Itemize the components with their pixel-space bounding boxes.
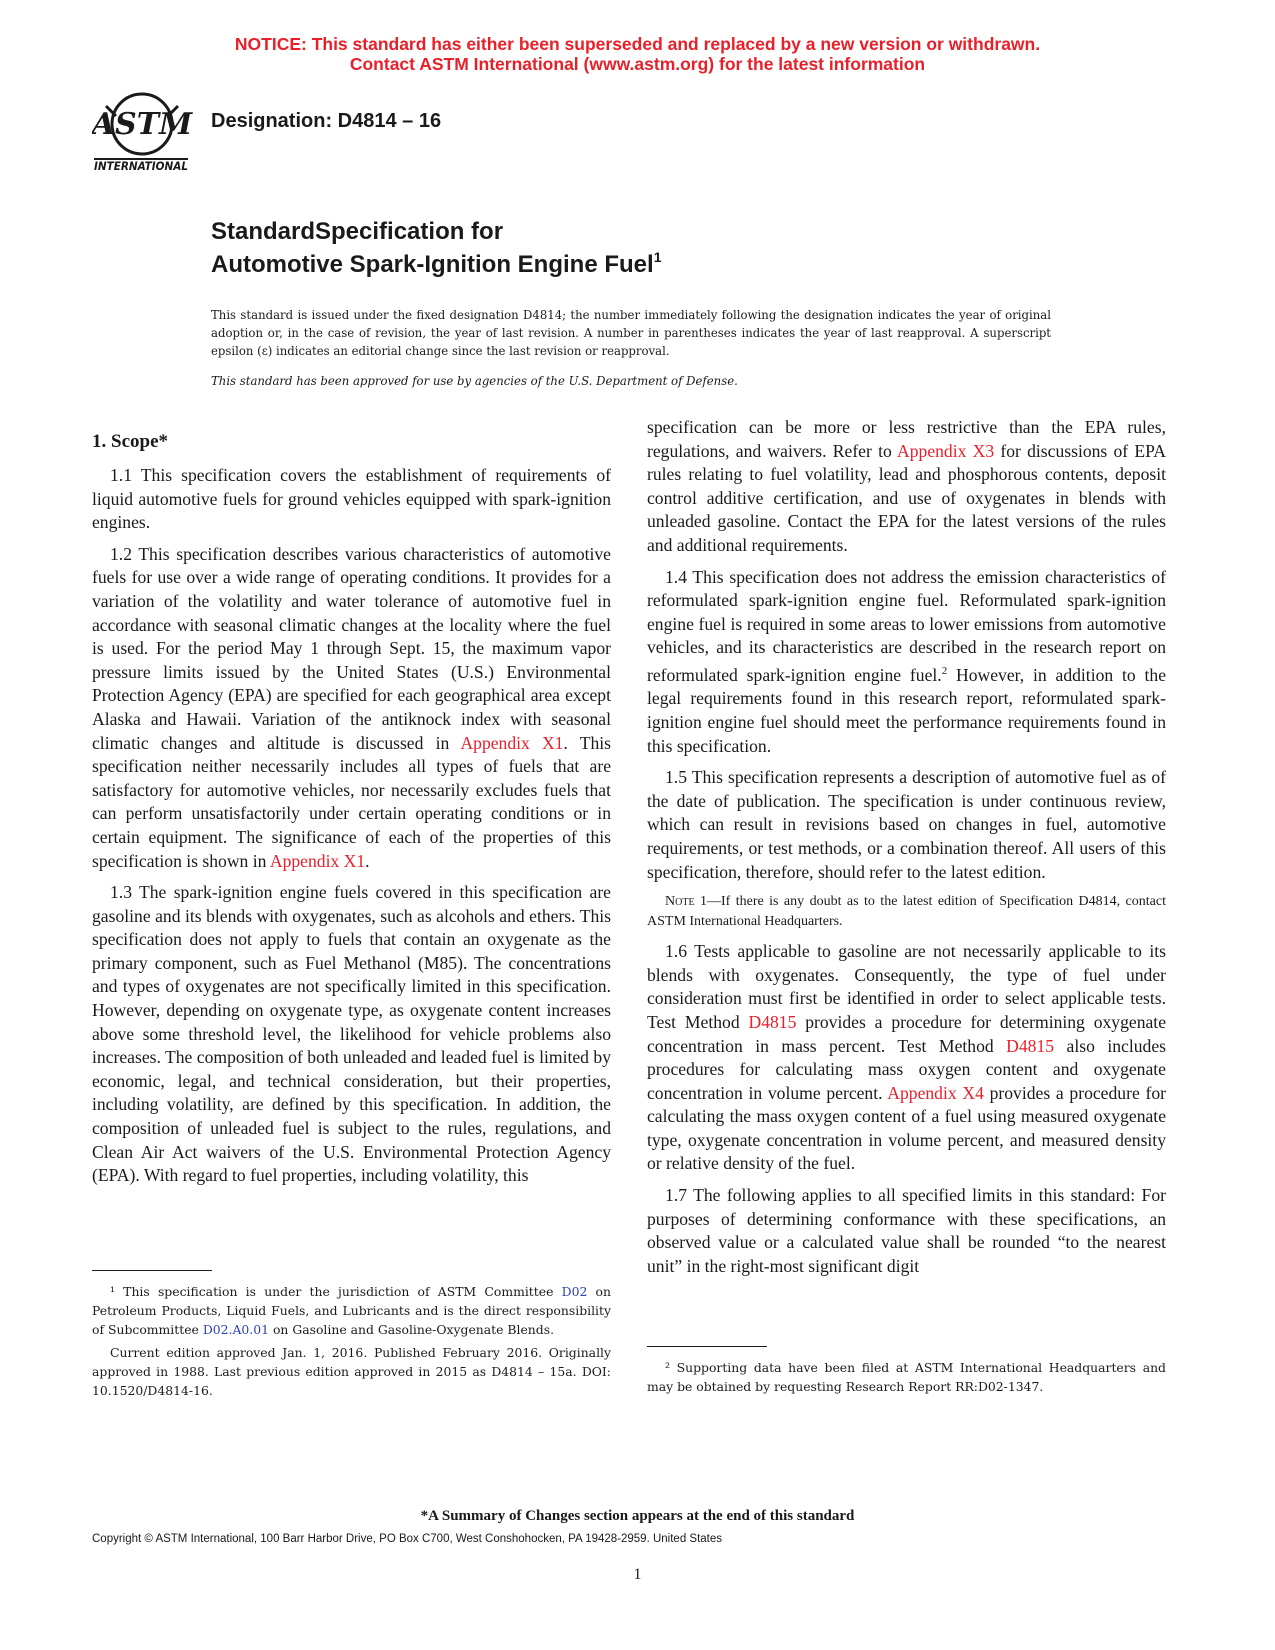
paragraph-1-7: 1.7 The following applies to all specified limits in this standard: For purposes of determining conformance with these specifications, an observed value or a calculated value shall be rounded “to the nearest unit” in the right-most significant digit xyxy=(647,1185,1166,1276)
notice-line-2: Contact ASTM International (www.astm.org) for the latest information xyxy=(349,54,926,74)
appendix-x3-link[interactable]: Appendix X3 xyxy=(897,440,995,461)
footnotes-left xyxy=(92,1282,611,1404)
paragraph-1-4: 1.4 This specification does not address the emission characteristics of reformulated spark-ignition engine fuel. Reformulated spark-ignition engine fuel is required in some areas to lower emissions from automotive vehicles, and its characteristics are described in the research report on reformulated spark-ignition engine fuel.$^2$ However, in addition to the legal requirements found in this research report, reformulated spark-ignition engine fuel should meet the performance requirements found in this specification. xyxy=(647,566,1166,756)
paragraph-1-2: 1.2 This specification describes various characteristics of automotive fuels for use over a wide range of operating conditions. It provides for a variation of the volatility and water tolerance of automotive fuel in accordance with seasonal climatic changes at the locality where the fuel is used. For the period May 1 through Sept. 15, the maximum vapor pressure limits issued by the United States (U.S.) Environmental Protection Agency (EPA) are specified for each geographical area except Alaska and Hawaii. Variation of the antiknock index with seasonal climatic changes and altitude is discussed in Appendix X1. This specification neither necessarily includes all types of fuels that are satisfactory for automotive vehicles, nor necessarily excludes fuels that can perform unsatisfactorily under certain operating conditions or in certain equipment. The significance of each of the properties of this specification is shown in Appendix X1. xyxy=(92,543,611,871)
appendix-x4-link[interactable]: Appendix X4 xyxy=(887,1082,984,1103)
preamble: This standard is issued under the fixed designation D4814; the number immediately following the designation indicates the year of original adoption or, in the case of revision, the year of last revision. A number in parentheses indicates the year of last reapproval. A superscript epsilon (ε) indicates an editorial change since the last revision or reapproval. xyxy=(211,308,1051,358)
footnote-rule-left xyxy=(92,1270,212,1271)
note-1: Note 1—If there is any doubt as to the latest edition of Specification D4814, contact ASTM International Headquarters. xyxy=(647,894,1166,930)
withdrawal-notice xyxy=(0,34,1275,74)
title-line-2: Automotive Spark-Ignition Engine Fuel$^1$ xyxy=(211,249,662,278)
title-footnote-mark: 1 xyxy=(653,249,662,265)
document-title xyxy=(211,215,661,281)
footnote-1-edition: Current edition approved Jan. 1, 2016. Published February 2016. Originally approved in 1988. Last previous edition approved in 2015 as D4814 – 15a. DOI: 10.1520/D4814-16. xyxy=(92,1345,611,1398)
right-column xyxy=(647,416,1166,1286)
paragraph-1-3-continued: specification can be more or less restrictive than the EPA rules, regulations, and waivers. Refer to Appendix X3 for discussions of EPA rules relating to fuel volatility, lead and phosphorous contents, deposit control additive certification, and use of oxygenates in blends with unleaded gasoline. Contact the EPA for the latest versions of the rules and additional requirements. xyxy=(647,417,1166,555)
paragraph-1-3: 1.3 The spark-ignition engine fuels covered in this specification are gasoline and its blends with oxygenates, such as alcohols and ethers. This specification does not apply to fuels that contain an oxygenate as the primary component, such as Fuel Methanol (M85). The concentrations and types of oxygenates are not specifically limited in this specification. However, depending on oxygenate type, as oxygenate content increases above some threshold level, the likelihood for vehicle problems also increases. The composition of both unleaded and leaded fuel is limited by economic, legal, and technical consideration, but their properties, including volatility, are defined by this specification. In addition, the composition of unleaded fuel is subject to the rules, regulations, and Clean Air Act waivers of the U.S. Environmental Protection Agency (EPA). With regard to fuel properties, including volatility, this xyxy=(92,882,611,1186)
committee-d02-link[interactable]: D02 xyxy=(561,1284,588,1299)
d4815-link-2[interactable]: D4815 xyxy=(1006,1035,1055,1056)
appendix-x1-link[interactable]: Appendix X1 xyxy=(460,732,564,753)
footnote-2-mark: 2 xyxy=(941,664,948,677)
copyright: Copyright © ASTM International, 100 Barr Harbor Drive, PO Box C700, West Conshohocken, PA 19428-2959. United States xyxy=(92,1533,723,1545)
d4815-link[interactable]: D4815 xyxy=(748,1011,797,1032)
svg-text:ASTM: ASTM xyxy=(92,107,193,142)
footnotes-right xyxy=(647,1358,1166,1400)
logo-international-text: INTERNATIONAL xyxy=(94,159,188,173)
paragraph-1-5: 1.5 This specification represents a description of automotive fuel as of the date of publication. The specification is under continuous review, which can result in revisions based on changes in fuel, automotive requirements, or test methods, or a combination thereof. All users of this specification, therefore, should refer to the latest edition. xyxy=(647,767,1166,882)
notice-line-1: NOTICE: This standard has either been superseded and replaced by a new version or withdrawn. xyxy=(234,34,1041,54)
summary-of-changes-notice: *A Summary of Changes section appears at the end of this standard xyxy=(420,1508,855,1524)
footnote-2: ² Supporting data have been filed at ASTM International Headquarters and may be obtained by requesting Research Report RR:D02-1347. xyxy=(647,1360,1166,1394)
paragraph-1-6: 1.6 Tests applicable to gasoline are not necessarily applicable to its blends with oxygenates. Consequently, the type of fuel under consideration must first be identified in order to select applicable tests. Test Method D4815 provides a procedure for determining oxygenate concentration in mass percent. Test Method D4815 also includes procedures for calculating mass oxygen content and oxygenate concentration in volume percent. Appendix X4 provides a procedure for calculating the mass oxygen content of a fuel using measured oxygenate type, oxygenate concentration in volume percent, and measured density or relative density of the fuel. xyxy=(647,941,1167,1174)
title-line-1: StandardSpecification for xyxy=(211,218,504,245)
dod-approval-note: This standard has been approved for use by agencies of the U.S. Department of Defense. xyxy=(211,374,738,388)
paragraph-1-1: 1.1 This specification covers the establishment of requirements of liquid automotive fuels for ground vehicles equipped with spark-ignition engines. xyxy=(92,465,611,533)
page-number: 1 xyxy=(633,1566,642,1583)
footnote-1: ¹ This specification is under the jurisdiction of ASTM Committee D02 on Petroleum Products, Liquid Fuels, and Lubricants and is the direct responsibility of Subcommittee D02.A0.01 on Gasoline and Gasoline-Oxygenate Blends. xyxy=(92,1284,611,1337)
left-column xyxy=(92,430,611,1196)
footnote-rule-right xyxy=(647,1346,767,1347)
subcommittee-link[interactable]: D02.A0.01 xyxy=(202,1322,269,1337)
astm-logo-icon xyxy=(92,86,200,178)
designation: Designation: D4814 – 16 xyxy=(211,110,442,132)
section-heading-scope: 1. Scope* xyxy=(92,431,168,452)
appendix-x1-link-2[interactable]: Appendix X1 xyxy=(269,850,366,871)
